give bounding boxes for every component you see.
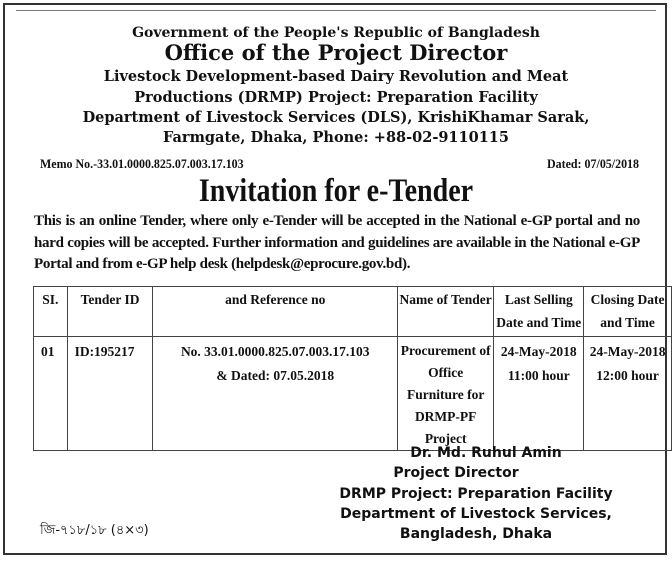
top-divider bbox=[16, 10, 656, 11]
cell-si: 01 bbox=[34, 337, 68, 451]
government-heading: Government of the People's Republic of Bangladesh bbox=[132, 25, 540, 41]
address-line-1: Department of Livestock Services (DLS), KrishiKhamar Sarak, bbox=[82, 109, 590, 126]
header-si: SI. bbox=[34, 287, 68, 337]
cell-tender-name: Procurement of Office Furniture for DRMP-PF Project bbox=[398, 337, 494, 451]
cell-tender-id: ID:195217 bbox=[67, 337, 153, 451]
project-name-line-1: Livestock Development-based Dairy Revolution and Meat bbox=[103, 68, 569, 85]
signatory-name: Dr. Md. Ruhul Amin bbox=[410, 445, 562, 461]
header-reference: and Reference no bbox=[153, 287, 398, 337]
publication-code: জি-৭১৮/১৮ (৪×৩) bbox=[40, 523, 149, 538]
address-line-2: Farmgate, Dhaka, Phone: +88-02-9110115 bbox=[163, 129, 509, 146]
memo-number: Memo No.-33.01.0000.825.07.003.17.103 bbox=[40, 156, 244, 171]
signatory-title: Project Director bbox=[393, 465, 519, 481]
memo-date: Dated: 07/05/2018 bbox=[546, 156, 639, 171]
header-closing: Closing Date and Time bbox=[584, 287, 672, 337]
invitation-body: This is an online Tender, where only e-Tender will be accepted in the National e-GP portal and no hard copies will be accepted. Further information and guidelines are available in the National e-GP Portal and from e-GP help desk (helpdesk@eprocure.gov.bd). bbox=[34, 213, 640, 272]
header-last-selling: Last Selling Date and Time bbox=[494, 287, 584, 337]
cell-closing: 24-May-2018 12:00 hour bbox=[584, 337, 672, 451]
cell-reference: No. 33.01.0000.825.07.003.17.103 & Dated: 07.05.2018 bbox=[153, 337, 398, 451]
table-header-row bbox=[34, 287, 672, 337]
tender-table bbox=[33, 286, 672, 451]
invitation-title: Invitation for e-Tender bbox=[198, 173, 474, 209]
signatory-location: Bangladesh, Dhaka bbox=[399, 526, 553, 542]
header-name-of-tender: Name of Tender bbox=[398, 287, 494, 337]
header-tender-id: Tender ID bbox=[67, 287, 153, 337]
table-row bbox=[34, 337, 672, 451]
signatory-department: Department of Livestock Services, bbox=[340, 506, 612, 522]
office-title: Office of the Project Director bbox=[164, 40, 508, 65]
cell-last-selling: 24-May-2018 11:00 hour bbox=[494, 337, 584, 451]
signatory-project: DRMP Project: Preparation Facility bbox=[339, 486, 613, 502]
project-name-line-2: Productions (DRMP) Project: Preparation Facility bbox=[134, 89, 538, 106]
